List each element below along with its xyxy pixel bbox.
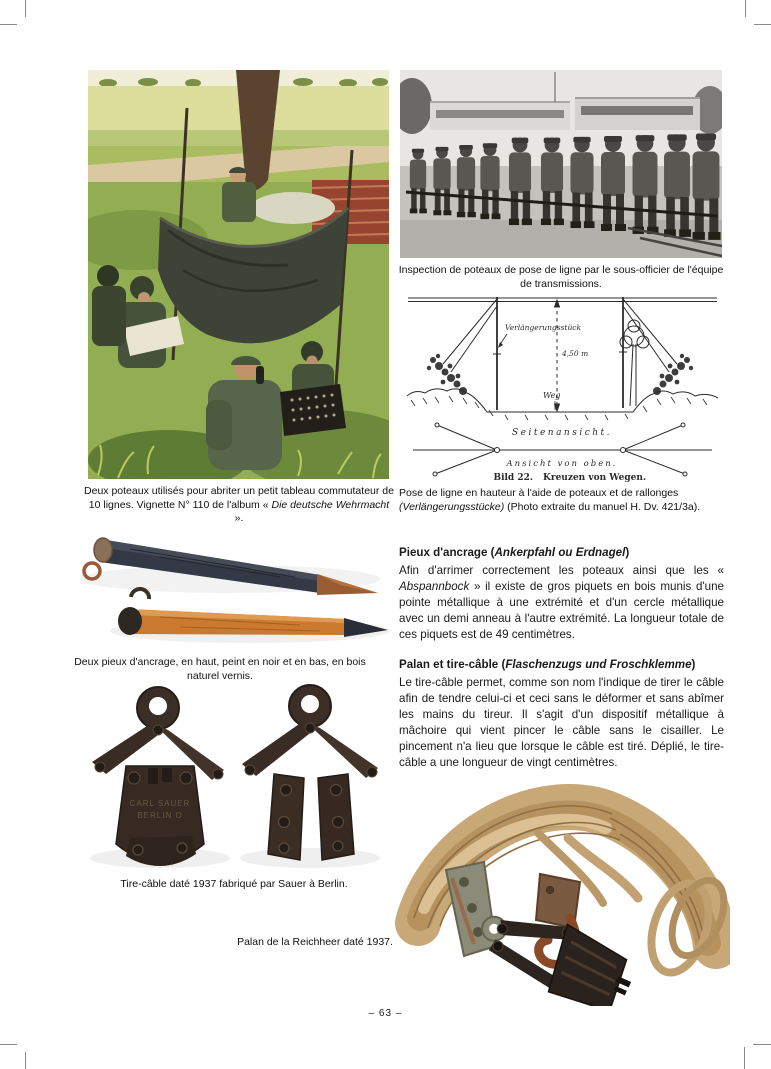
diagram-kreuzen-von-wegen <box>405 292 720 482</box>
metal-bracket <box>446 862 496 956</box>
barracks-buildings <box>430 98 700 130</box>
clamp-front-view <box>92 687 224 866</box>
caption-text: Pose de ligne en hauteur à l'aide de poteaux et de rallonges <box>399 487 679 499</box>
diagram-label-weg: Weg <box>543 391 561 400</box>
heading-text: Pieux d'ancrage ( <box>399 546 495 559</box>
caption-italic: (Verlängerungsstücke) <box>399 500 505 513</box>
clamp-embossed-city: BERLIN O <box>137 811 183 820</box>
photo-tire-cable-clamps <box>78 678 390 874</box>
body-italic: Abspannbock <box>399 580 470 593</box>
stake-ring <box>131 589 149 599</box>
sandbag-mound <box>251 192 335 224</box>
crop-mark <box>0 1044 17 1045</box>
ground-profile <box>407 389 718 412</box>
diagram-caption <box>399 487 725 514</box>
caption-text: Deux poteaux utilisés pour abriter un petit tableau commutateur de 10 lignes. Vignette N° 110 de l'album « <box>84 485 394 511</box>
photo-palan-with-rope <box>388 778 730 1006</box>
page-number: – 63 – <box>368 1008 403 1019</box>
heading-text: Palan et tire-câble ( <box>399 658 506 671</box>
section-body <box>399 563 724 643</box>
diagram-label-seitenansicht: Seitenansicht. <box>511 428 613 438</box>
body-text: Le tire-câble permet, comme son nom l'indique de tirer le câble afin de tendre celui-ci et ceci sans le déformer et sans abîmer les mains du tireur. Il s'agit d'un dispositif métallique à mâchoire qui vient pincer le câble sans le cisailler. Le pincement n'a lieu que lorsque le câble est tiré. Déplié, le tire-câble a une longueur de vingt centimètres. <box>399 676 724 769</box>
crop-mark <box>753 1044 771 1045</box>
crop-mark <box>0 24 17 25</box>
stake-metal-cap <box>94 538 112 562</box>
crop-mark <box>745 0 746 17</box>
section-heading <box>399 657 724 672</box>
clamp-embossed-maker: CARL SAUER <box>129 799 191 808</box>
bw-photo-inspection <box>400 70 722 258</box>
crop-mark <box>754 24 771 25</box>
crop-mark <box>25 1052 26 1069</box>
caption-text: Tire-câble daté 1937 fabriqué par Sauer à Berlin. <box>120 878 348 890</box>
color-illustration-switchboard-scene <box>88 70 389 479</box>
diagram-bild-number: Bild 22. <box>493 473 533 482</box>
caption-text: (Photo extraite du manuel H. Dv. 421/3a). <box>504 500 701 513</box>
heading-text: ) <box>625 546 630 559</box>
clamp-back-view <box>242 685 378 860</box>
heading-italic: Flaschenzugs und Froschklemme <box>505 658 692 671</box>
heading-italic: Ankerpfahl ou Erdnagel <box>494 546 626 559</box>
switchboard-box <box>280 384 346 436</box>
stake-natural-wood <box>118 589 388 637</box>
caption-text: Palan de la Reichheer daté 1937. <box>237 936 393 948</box>
diagram-title: Kreuzen von Wegen. <box>543 473 647 482</box>
tree-by-pole <box>620 320 649 406</box>
photo-caption <box>398 264 724 291</box>
caption-text: Inspection de poteaux de pose de ligne par le sous-officier de l'équipe de transmissions. <box>398 264 724 290</box>
diagram-label-verlaengerungsstueck: Verlängerungsstück <box>505 323 582 332</box>
caption-text: ». <box>234 512 244 524</box>
caption-text: Deux pieux d'ancrage, en haut, peint en noir et en bas, en bois naturel vernis. <box>74 656 366 682</box>
body-text: Afin d'arrimer correctement les poteaux ainsi que les « <box>399 564 724 577</box>
hedge <box>88 130 389 146</box>
section-body <box>399 675 724 771</box>
heading-text: ) <box>691 658 696 671</box>
photo-anchor-stakes <box>40 531 390 652</box>
body-text: » il existe de gros piquets en bois munis d'une pointe métallique à une extrémité et d'un cercle métallique avec un demi anneau à l'autre extrémité. La longueur totale de ces piquets est de 49 centimètres. <box>399 580 724 641</box>
crop-mark <box>25 0 26 17</box>
illustration-caption <box>84 485 394 526</box>
tirecable-caption <box>78 878 390 892</box>
caption-italic: Die deutsche Wehrmacht <box>271 498 390 511</box>
section-heading <box>399 545 724 560</box>
crop-mark <box>744 1047 745 1069</box>
diagram-label-height: 4,50 m <box>562 349 589 358</box>
text-section-pieux <box>399 545 724 785</box>
diagram-label-ansicht-von-oben: Ansicht von oben. <box>506 459 618 469</box>
stake-metal-cap <box>118 607 142 635</box>
